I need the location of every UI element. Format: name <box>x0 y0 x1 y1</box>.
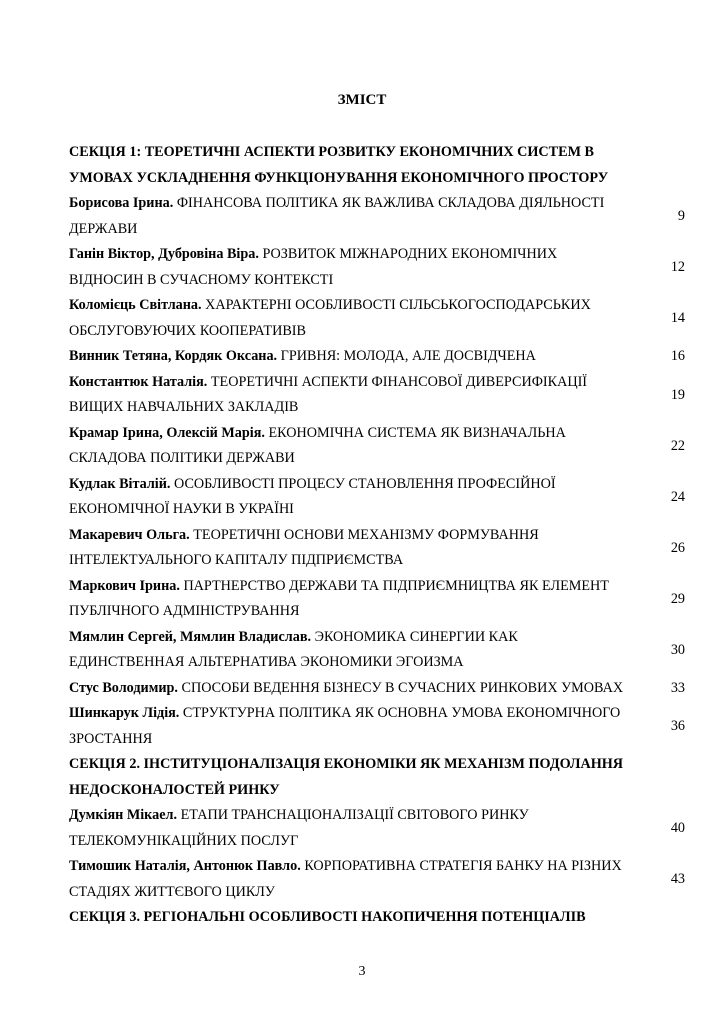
section-heading: СЕКЦІЯ 1: ТЕОРЕТИЧНІ АСПЕКТИ РОЗВИТКУ ЕКОНОМІЧНИХ СИСТЕМ В УМОВАХ УСКЛАДНЕННЯ ФУНКЦІОНУВАННЯ ЕКОНОМІЧНОГО ПРОСТОРУ <box>69 144 609 186</box>
page-title: ЗМІСТ <box>337 92 387 108</box>
entry-page: 30 <box>670 641 685 658</box>
entry-author: Шинкарук Лідія. <box>69 705 180 721</box>
entry-title: ЕКОНОМІЧНА СИСТЕМА ЯК ВИЗНАЧАЛЬНА СКЛАДОВА ПОЛІТИКИ ДЕРЖАВИ <box>69 424 566 466</box>
section-heading: СЕКЦІЯ 3. РЕГІОНАЛЬНІ ОСОБЛИВОСТІ НАКОПИЧЕННЯ ПОТЕНЦІАЛІВ <box>69 909 586 925</box>
entry-title: СТРУКТУРНА ПОЛІТИКА ЯК ОСНОВНА УМОВА ЕКОНОМІЧНОГО ЗРОСТАННЯ <box>69 705 621 747</box>
toc-entry <box>69 676 689 702</box>
entry-title: ХАРАКТЕРНІ ОСОБЛИВОСТІ СІЛЬСЬКОГОСПОДАРСЬКИХ ОБСЛУГОВУЮЧИХ КООПЕРАТИВІВ <box>69 297 591 339</box>
entry-title: СПОСОБИ ВЕДЕННЯ БІЗНЕСУ В СУЧАСНИХ РИНКОВИХ УМОВАХ <box>181 679 624 696</box>
entry-title: РОЗВИТОК МІЖНАРОДНИХ ЕКОНОМІЧНИХ ВІДНОСИН В СУЧАСНОМУ КОНТЕКСТІ <box>69 246 558 288</box>
entry-page: 14 <box>670 310 685 326</box>
entry-author: Ганін Віктор, Дубровіна Віра. <box>69 246 259 262</box>
toc-entry <box>69 344 689 370</box>
entry-author: Маркович Ірина. <box>69 577 180 594</box>
section-heading: СЕКЦІЯ 2. ІНСТИТУЦІОНАЛІЗАЦІЯ ЕКОНОМІКИ ЯК МЕХАНІЗМ ПОДОЛАННЯ НЕДОСКОНАЛОСТЕЙ РИНКУ <box>69 756 624 798</box>
entry-title: КОРПОРАТИВНА СТРАТЕГІЯ БАНКУ НА РІЗНИХ СТАДІЯХ ЖИТТЄВОГО ЦИКЛУ <box>69 858 622 900</box>
toc-entry <box>69 574 689 625</box>
entry-page: 43 <box>670 871 685 887</box>
entry-page: 40 <box>670 820 685 836</box>
entry-author: Борисова Ірина. <box>69 195 174 211</box>
toc-entry <box>69 701 689 752</box>
toc-entry <box>69 370 689 421</box>
entry-page: 33 <box>670 679 685 696</box>
entry-page: 26 <box>670 539 685 556</box>
toc-entry <box>69 854 689 905</box>
entry-title: ГРИВНЯ: МОЛОДА, АЛЕ ДОСВІДЧЕНА <box>280 348 536 364</box>
entry-author: Коломієць Світлана. <box>69 297 202 313</box>
entry-page: 24 <box>670 488 685 505</box>
toc-entry <box>69 191 689 242</box>
table-of-contents <box>69 140 689 931</box>
entry-author: Тимошик Наталія, Антонюк Павло. <box>69 858 301 874</box>
entry-title: ФІНАНСОВА ПОЛІТИКА ЯК ВАЖЛИВА СКЛАДОВА ДІЯЛЬНОСТІ ДЕРЖАВИ <box>69 195 605 237</box>
toc-entry <box>69 421 689 472</box>
toc-entry <box>69 625 689 676</box>
entry-page: 29 <box>670 590 685 607</box>
toc-entry <box>69 803 689 854</box>
entry-author: Думкіян Мікаел. <box>69 807 178 823</box>
entry-title: ЭКОНОМИКА СИНЕРГИИ КАК ЕДИНСТВЕННАЯ АЛЬТЕРНАТИВА ЭКОНОМИКИ ЭГОИЗМА <box>69 628 518 670</box>
entry-title: ЕТАПИ ТРАНСНАЦІОНАЛІЗАЦІЇ СВІТОВОГО РИНКУ ТЕЛЕКОМУНІКАЦІЙНИХ ПОСЛУГ <box>69 807 529 849</box>
toc-entry <box>69 242 689 293</box>
entry-author: Кудлак Віталій. <box>69 475 171 492</box>
entry-title: ПАРТНЕРСТВО ДЕРЖАВИ ТА ПІДПРИЄМНИЦТВА ЯК ЕЛЕМЕНТ ПУБЛІЧНОГО АДМІНІСТРУВАННЯ <box>69 577 609 619</box>
entry-author: Крамар Ірина, Олексій Марія. <box>69 424 265 441</box>
toc-entry <box>69 472 689 523</box>
entry-title: ТЕОРЕТИЧНІ ОСНОВИ МЕХАНІЗМУ ФОРМУВАННЯ ІНТЕЛЕКТУАЛЬНОГО КАПІТАЛУ ПІДПРИЄМСТВА <box>69 526 539 568</box>
entry-author: Макаревич Ольга. <box>69 526 190 543</box>
entry-author: Стус Володимир. <box>69 679 178 696</box>
entry-page: 19 <box>670 386 685 403</box>
entry-page: 36 <box>670 718 685 734</box>
entry-title: ТЕОРЕТИЧНІ АСПЕКТИ ФІНАНСОВОЇ ДИВЕРСИФІКАЦІЇ ВИЩИХ НАВЧАЛЬНИХ ЗАКЛАДІВ <box>69 373 588 415</box>
toc-entry <box>69 523 689 574</box>
entry-page: 22 <box>670 437 685 454</box>
entry-author: Константюк Наталія. <box>69 373 208 390</box>
page-number: 3 <box>358 964 366 979</box>
entry-title: ОСОБЛИВОСТІ ПРОЦЕСУ СТАНОВЛЕННЯ ПРОФЕСІЙНОЇ ЕКОНОМІЧНОЇ НАУКИ В УКРАЇНІ <box>69 475 556 517</box>
toc-entry <box>69 293 689 344</box>
entry-page: 9 <box>677 208 685 224</box>
entry-author: Мямлин Сергей, Мямлин Владислав. <box>69 628 312 645</box>
entry-page: 16 <box>670 348 685 365</box>
entry-author: Винник Тетяна, Кордяк Оксана. <box>69 348 278 364</box>
entry-page: 12 <box>670 259 685 275</box>
